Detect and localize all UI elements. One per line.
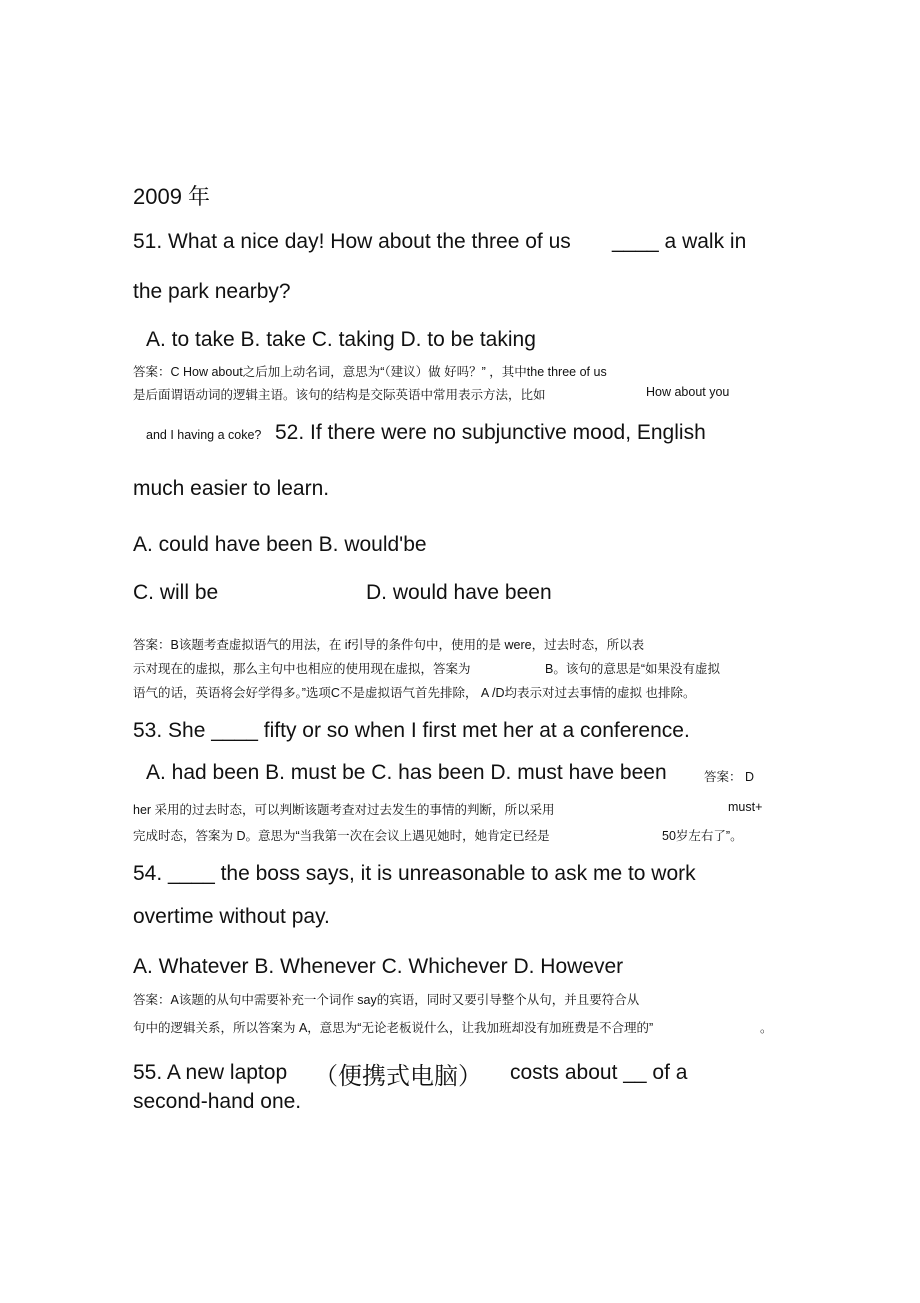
q51-answer-line2: 是后面谓语动词的逻辑主语。该句的结构是交际英语中常用表示方法，比如 (133, 388, 546, 402)
q52-answer-line2b: B。该句的意思是“如果没有虚拟 (545, 662, 721, 676)
q51-answer-line1: 答案：C How about之后加上动名词，意思为“（建议）做 好吗？” ，其中the three of us (133, 365, 607, 379)
q55-stem-chinese: （便携式电脑） (314, 1063, 482, 1090)
q53-answer-line1: her 采用的过去时态，可以判断该题考查对过去发生的事情的判断，所以采用 (133, 803, 555, 817)
q51-stem-line1: 51. What a nice day! How about the three of us (133, 230, 571, 253)
year-heading: 2009 年 (133, 184, 211, 209)
q51-answer-line3: and I having a coke? (146, 428, 262, 442)
q51-stem-line2: the park nearby? (133, 280, 291, 303)
q52-answer-line3: 语气的话，英语将会好学得多。”选项C不是虚拟语气首先排除， A /D均表示对过去事情的虚拟 也排除。 (133, 686, 696, 700)
q53-answer-line2b: 50岁左右了”。 (662, 829, 743, 843)
q55-stem-line2: second-hand one. (133, 1090, 302, 1113)
q52-option-c: C. will be (133, 581, 219, 604)
q53-answer-label: 答案： D (704, 770, 755, 784)
q52-answer-line2: 示对现在的虚拟，那么主句中也相应的使用现在虚拟，答案为 (133, 662, 471, 676)
q52-stem-line1: 52. If there were no subjunctive mood, English (275, 421, 706, 444)
q54-options: A. Whatever B. Whenever C. Whichever D. However (133, 955, 624, 978)
q53-stem: 53. She ____ fifty or so when I first met her at a conference. (133, 719, 690, 742)
q54-answer-line2: 句中的逻辑关系，所以答案为 A，意思为“无论老板说什么，让我加班却没有加班费是不合理的” (133, 1021, 654, 1035)
q51-options: A. to take B. take C. taking D. to be taking (146, 328, 536, 351)
q52-answer-line1: 答案：B该题考查虚拟语气的用法，在 if引导的条件句中，使用的是 were，过去时态，所以表 (133, 638, 645, 652)
q51-answer-example: How about you (646, 385, 730, 399)
q54-answer-end: 。 (760, 1021, 773, 1035)
q53-options: A. had been B. must be C. has been D. must have been (146, 761, 667, 784)
q54-answer-line1: 答案：A该题的从句中需要补充一个词作 say的宾语，同时又要引导整个从句，并且要符合从 (133, 993, 640, 1007)
q51-blank: ____ a walk in (612, 230, 747, 253)
q55-stem-part1: 55. A new laptop (133, 1061, 288, 1084)
q55-stem-part2: costs about __ of a (510, 1061, 688, 1084)
q54-stem-line1: 54. ____ the boss says, it is unreasonable to ask me to work (133, 862, 696, 885)
q52-option-d: D. would have been (366, 581, 552, 604)
q53-answer-line2: 完成时态，答案为 D。意思为“当我第一次在会议上遇见她时，她肯定已经是 (133, 829, 550, 843)
q54-stem-line2: overtime without pay. (133, 905, 330, 928)
q52-options-line1: A. could have been B. would'be (133, 533, 427, 556)
q53-answer-line1b: must+ (728, 800, 763, 814)
q52-stem-line2: much easier to learn. (133, 477, 330, 500)
